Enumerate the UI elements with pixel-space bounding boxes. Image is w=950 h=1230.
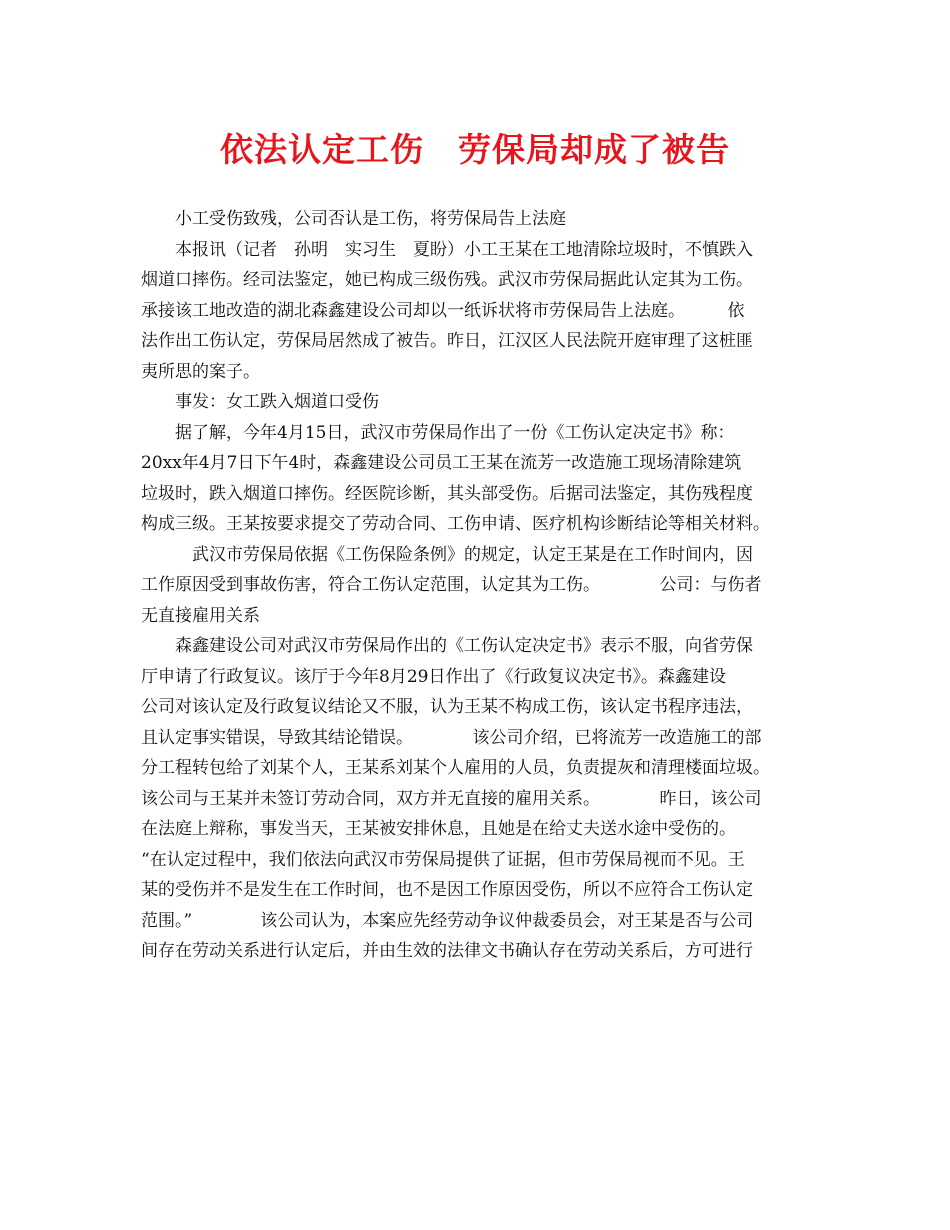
text-line: 森鑫建设公司对武汉市劳保局作出的《工伤认定决定书》表示不服，向省劳保 — [141, 636, 753, 656]
text-line: 构成三级。王某按要求提交了劳动合同、工伤申请、医疗机构诊断结论等相关材料。 — [141, 514, 770, 534]
text-line: 在法庭上辩称，事发当天，王某被安排休息，且她是在给丈夫送水途中受伤的。 — [141, 819, 736, 839]
text-line: 公司对该认定及行政复议结论又不服，认为王某不构成工伤，该认定书程序违法， — [141, 697, 753, 717]
article-body — [141, 204, 821, 967]
text-line: 承接该工地改造的湖北森鑫建设公司却以一纸诉状将市劳保局告上法庭。 依 — [141, 300, 745, 321]
text-line: 夷所思的案子。 — [141, 361, 260, 382]
text-line: 分工程转包给了刘某个人，王某系刘某个人雇用的人员，负责提灰和清理楼面垃圾。 — [141, 758, 770, 778]
text-line: 某的受伤并不是发生在工作时间，也不是因工作原因受伤，所以不应符合工伤认定 — [141, 880, 753, 900]
text-line: 武汉市劳保局依据《工伤保险条例》的规定，认定王某是在工作时间内，因 — [141, 544, 753, 565]
text-line: 垃圾时，跌入烟道口摔伤。经医院诊断，其头部受伤。后据司法鉴定，其伤残程度 — [141, 483, 753, 504]
text-line: 法作出工伤认定，劳保局居然成了被告。昨日，江汉区人民法院开庭审理了这桩匪 — [141, 331, 753, 351]
text-line: 20xx年4月7日下午4时，森鑫建设公司员工王某在流芳一改造施工现场清除建筑 — [141, 453, 742, 473]
text-line: 厅申请了行政复议。该厅于今年8月29日作出了《行政复议决定书》。森鑫建设 — [141, 666, 726, 687]
text-line: “在认定过程中，我们依法向武汉市劳保局提供了证据，但市劳保局视而不见。王 — [141, 849, 745, 870]
text-line: 本报讯（记者 孙明 实习生 夏盼）小工王某在工地清除垃圾时，不慎跌入 — [141, 239, 753, 260]
text-line: 工作原因受到事故伤害，符合工伤认定范围，认定其为工伤。 公司：与伤者 — [141, 575, 762, 595]
text-line: 小工受伤致残，公司否认是工伤，将劳保局告上法庭 — [141, 209, 566, 229]
text-line: 无直接雇用关系 — [141, 605, 260, 626]
text-line: 范围。” 该公司认为，本案应先经劳动争议仲裁委员会，对王某是否与公司 — [141, 910, 754, 931]
text-line: 且认定事实错误，导致其结论错误。 该公司介绍，已将流芳一改造施工的部 — [141, 727, 762, 748]
article-title: 依法认定工伤 劳保局却成了被告 — [220, 130, 730, 169]
text-line: 间存在劳动关系进行认定后，并由生效的法律文书确认存在劳动关系后，方可进行 — [141, 941, 753, 961]
text-line: 烟道口摔伤。经司法鉴定，她已构成三级伤残。武汉市劳保局据此认定其为工伤。 — [141, 270, 753, 290]
text-line: 该公司与王某并未签订劳动合同，双方并无直接的雇用关系。 昨日，该公司 — [141, 788, 762, 809]
text-line: 据了解，今年4月15日，武汉市劳保局作出了一份《工伤认定决定书》称： — [141, 422, 735, 443]
text-line: 事发：女工跌入烟道口受伤 — [141, 392, 379, 412]
